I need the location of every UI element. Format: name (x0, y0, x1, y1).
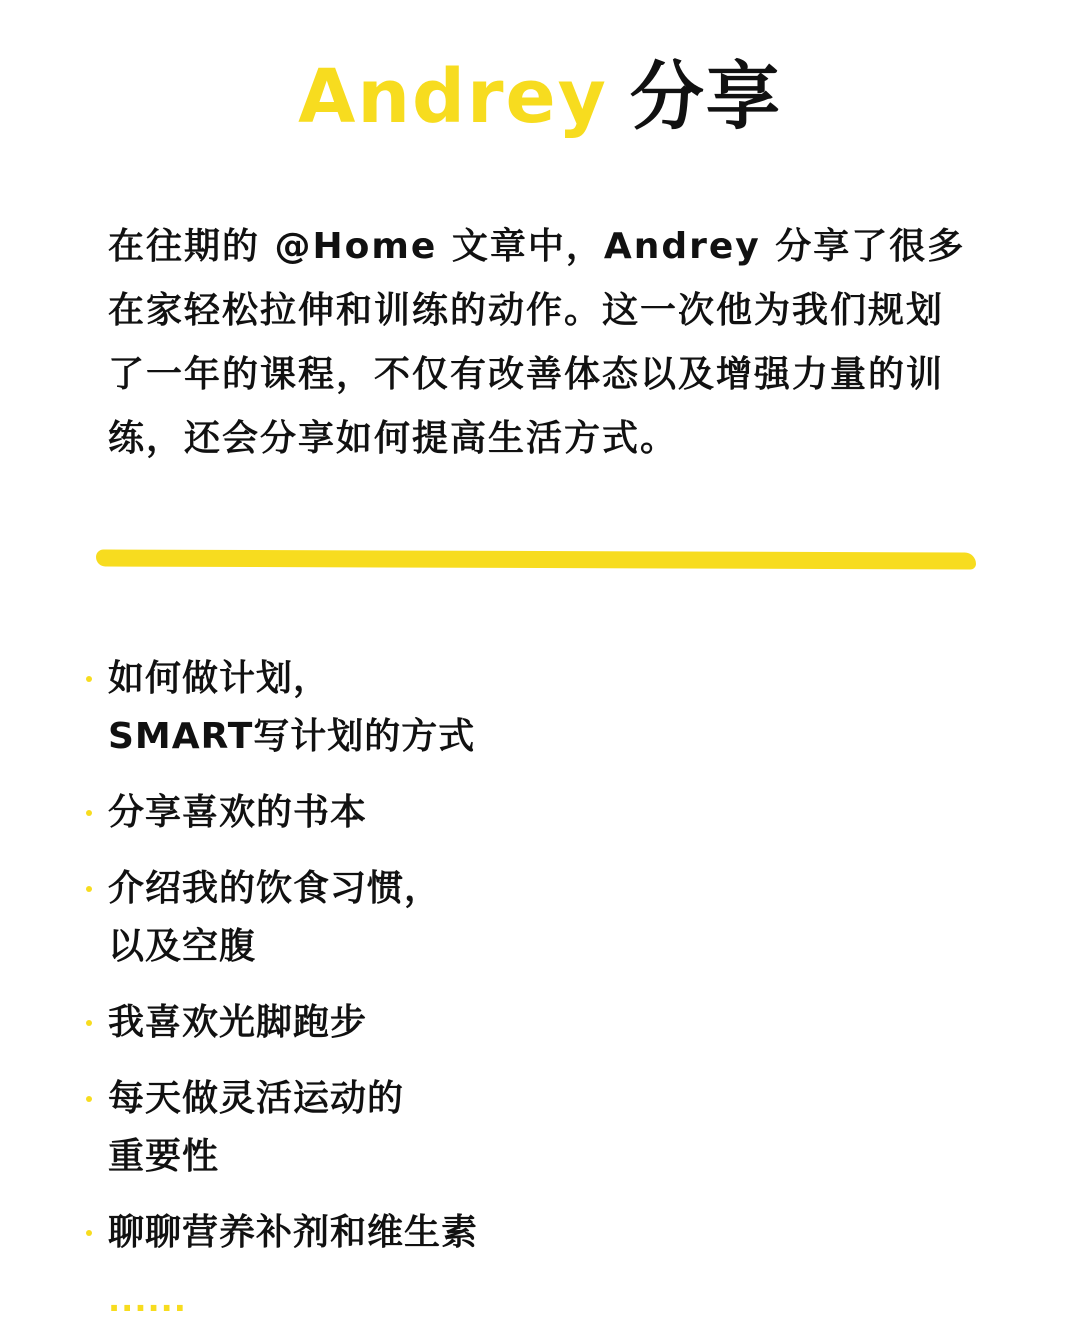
bullet-dot-icon (86, 676, 92, 682)
page-title (0, 52, 1080, 142)
more-ellipsis: ...... (108, 1281, 187, 1319)
topic-item (0, 1070, 1080, 1186)
bullet-dot-icon (86, 810, 92, 816)
bullet-dot-icon (86, 1230, 92, 1236)
bullet-dot-icon (86, 1020, 92, 1026)
topic-line: 我喜欢光脚跑步 (108, 1002, 368, 1043)
bullet-dot-icon (86, 1096, 92, 1102)
topic-item (0, 784, 1080, 842)
bullet-dot-icon (86, 886, 92, 892)
topic-item (0, 650, 1080, 766)
topic-line: 介绍我的饮食习惯， (108, 868, 442, 909)
topic-line: 重要性 (108, 1136, 220, 1177)
topic-line: 聊聊营养补剂和维生素 (108, 1212, 479, 1253)
yellow-divider (96, 549, 976, 569)
topic-item (0, 994, 1080, 1052)
topic-item (0, 860, 1080, 976)
topic-list (0, 650, 1080, 1280)
topic-line: 以及空腹 (108, 926, 257, 967)
topic-item (0, 1204, 1080, 1262)
title-name: Andrey (298, 54, 608, 140)
topic-line: 分享喜欢的书本 (108, 792, 368, 833)
intro-paragraph: 在往期的 @Home 文章中，Andrey 分享了很多在家轻松拉伸和训练的动作。这一次他为我们规划了一年的课程，不仅有改善体态以及增强力量的训练，还会分享如何提高生活方式。 (108, 226, 966, 459)
title-word: 分享 (629, 54, 782, 140)
topic-line: 如何做计划， (108, 658, 331, 699)
topic-line: 每天做灵活运动的 (108, 1078, 405, 1119)
topic-line: SMART写计划的方式 (108, 716, 476, 757)
